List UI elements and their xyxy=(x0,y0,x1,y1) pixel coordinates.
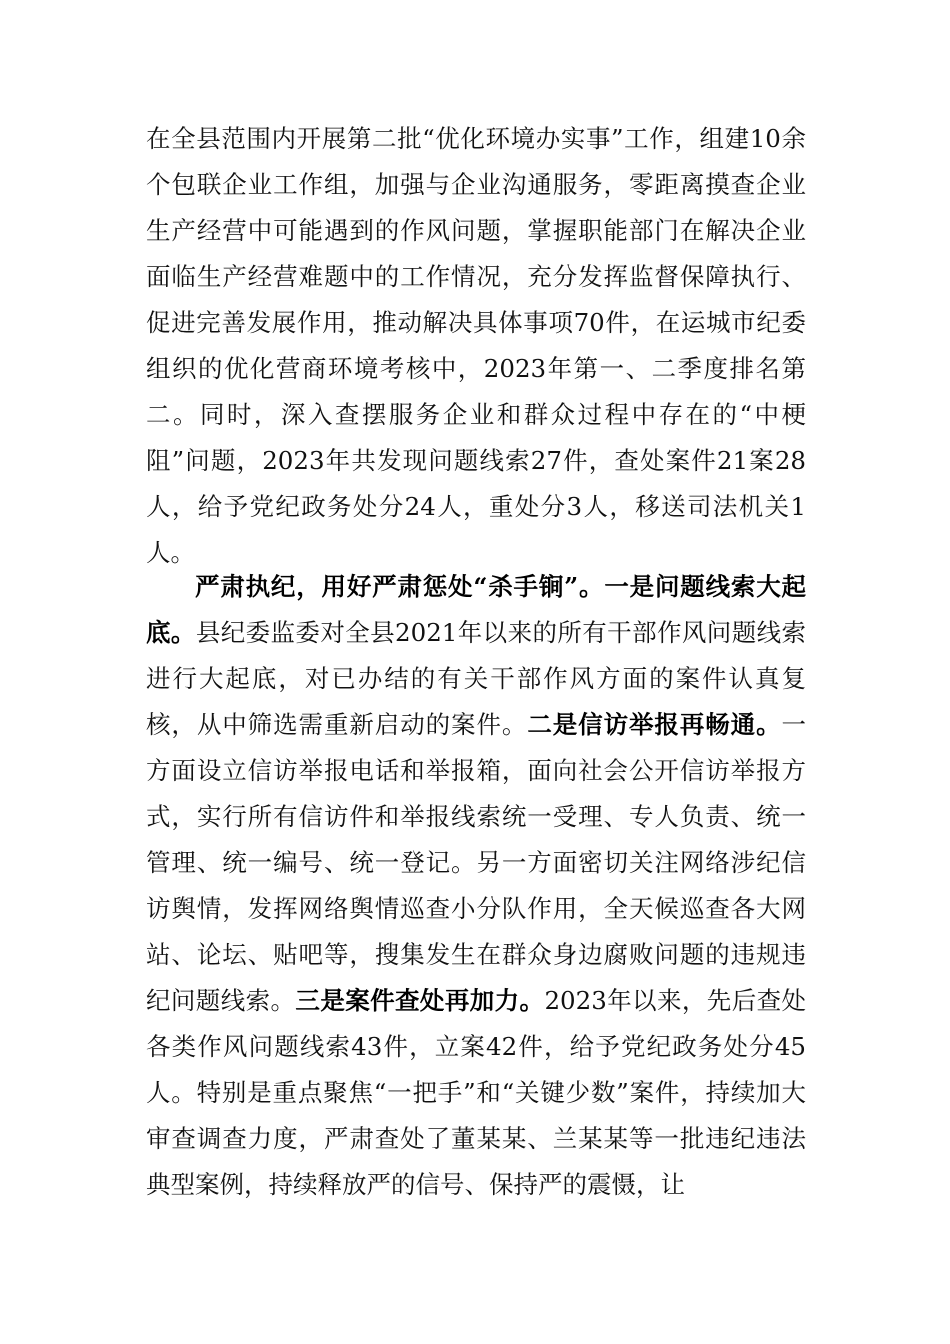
section-heading: 严肃执纪，用好严肃惩处“杀手锏”。 xyxy=(195,572,605,601)
paragraph-optimize-environment xyxy=(146,116,806,576)
point-3-text: 2023年以来，先后查处各类作风问题线索43件，立案42件，给予党纪政务处分45人。特别是重点聚焦“一把手”和“关键少数”案件，持续加大审查调查力度，严肃查处了董某某、兰某某等一批违纪违法典型案例，持续释放严的信号、保持严的震慑，让 xyxy=(146,986,807,1199)
paragraph-strict-discipline xyxy=(146,564,806,1208)
point-2-text: 一方面设立信访举报电话和举报箱，面向社会公开信访举报方式，实行所有信访件和举报线索统一受理、专人负责、统一管理、统一编号、统一登记。另一方面密切关注网络涉纪信访舆情，发挥网络舆情巡查小分队作用，全天候巡查各大网站、论坛、贴吧等，搜集发生在群众身边腐败问题的违规违纪问题线索。 xyxy=(146,710,807,1015)
point-2-title: 二是信访举报再畅通。 xyxy=(527,710,782,739)
point-1-title: 一是问题线索大起底。 xyxy=(146,572,807,647)
point-1-text: 县纪委监委对全县2021年以来的所有干部作风问题线索进行大起底，对已办结的有关干部作风方面的案件认真复核，从中筛选需重新启动的案件。 xyxy=(146,618,806,739)
paragraph-text: 在全县范围内开展第二批“优化环境办实事”工作，组建10余个包联企业工作组，加强与企业沟通服务，零距离摸查企业生产经营中可能遇到的作风问题，掌握职能部门在解决企业面临生产经营难题中的工作情况，充分发挥监督保障执行、促进完善发展作用，推动解决具体事项70件，在运城市纪委组织的优化营商环境考核中，2023年第一、二季度排名第二。同时，深入查摆服务企业和群众过程中存在的“中梗阻”问题，2023年共发现问题线索27件，查处案件21案28人，给予党纪政务处分24人，重处分3人，移送司法机关1人。 xyxy=(146,124,806,567)
point-3-title: 三是案件查处再加力。 xyxy=(295,986,545,1015)
